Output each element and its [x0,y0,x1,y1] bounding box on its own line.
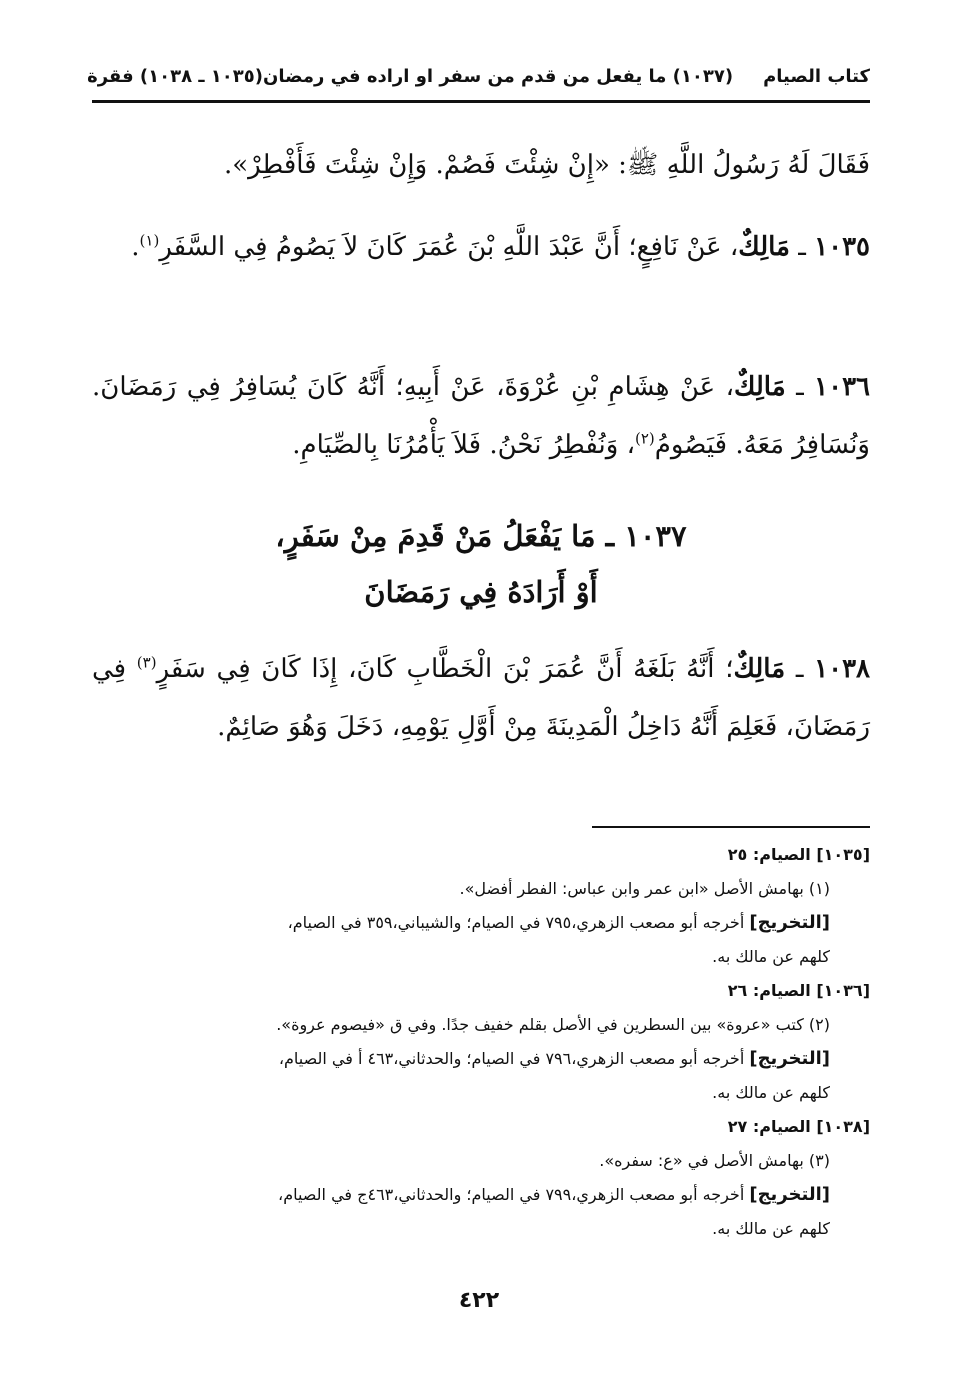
running-header [87,58,870,94]
header-paragraph-range: (١٠٣٥ ـ ١٠٣٨) فقرة [87,65,263,87]
takhrij-3: أخرجه أبو مصعب الزهري،٧٩٩ في الصيام؛ والحدثاني،٤٦٣ج في الصيام، [278,1185,745,1204]
footnote-ref-1038: [١٠٣٨] الصيام: ٢٧ [727,1117,870,1136]
takhrij-label: [التخريج] [749,912,830,933]
footnote-marker: (٣) [136,653,157,672]
footnote-ref-1035: [١٠٣٥] الصيام: ٢٥ [727,845,870,864]
takhrij-2-end: كلهم عن مالك به. [712,1083,830,1102]
hadith-text: ؛ أَنَّهُ بَلَغَهُ أَنَّ عُمَرَ بْنَ الْخَطَّابِ كَانَ، إِذَا كَانَ فِي سَفَرٍ [156,654,734,684]
narrator-name: مَالِكٌ [738,232,790,262]
footnote-marker: (٢) [634,429,655,448]
hadith-1038 [92,640,870,756]
footnote-2: (٢) كتب «عروة» بين السطرين في الأصل بقلم خفيف جدًا. وفي ق «فيصوم عروة». [276,1015,830,1034]
header-section-title: (١٠٣٧) ما يفعل من قدم من سفر او اراده في رمضان [262,65,734,87]
hadith-text: ، عَنْ نَافِعٍ؛ أَنَّ عَبْدَ اللَّهِ بْنَ عُمَرَ كَانَ لاَ يَصُومُ فِي السَّفَرِ [159,232,739,262]
hadith-number: ١٠٣٨ [814,654,871,684]
takhrij-label: [التخريج] [749,1048,830,1069]
quote-paragraph [92,136,870,194]
takhrij-label: [التخريج] [749,1184,830,1205]
footnote-separator [592,826,870,828]
hadith-text-end: . [131,232,140,262]
page-number: ٤٢٢ [458,1288,500,1313]
hadith-number: ١٠٣٦ [814,372,871,402]
footnote-1: (١) بهامش الأصل «ابن عمر وابن عباس: الفطر أفضل». [459,879,830,898]
narrator-name: مَالِكٌ [733,372,786,402]
footnote-ref-1036: [١٠٣٦] الصيام: ٢٦ [727,981,870,1000]
dash: ـ [796,372,804,402]
chapter-heading-line2: أَوْ أَرَادَهُ فِي رَمَضَانَ [364,575,598,609]
hadith-1036 [92,358,870,474]
hadith-text-end: فِي رَمَضَانَ، فَعَلِمَ أَنَّهُ دَاخِلُ الْمَدِينَةَ مِنْ أَوَّلِ يَوْمِهِ، دَخَلَ وَهُوَ صَائِمٌ. [92,654,870,742]
hadith-1035 [92,218,870,276]
hadith-number: ١٠٣٥ [814,232,870,262]
footnote-3: (٣) بهامش الأصل في «ع: سفره». [599,1151,830,1170]
chapter-heading-line1: ١٠٣٧ ـ مَا يَفْعَلُ مَنْ قَدِمَ مِنْ سَفَرٍ، [275,519,687,553]
takhrij-1: أخرجه أبو مصعب الزهري،٧٩٥ في الصيام؛ والشيباني،٣٥٩ في الصيام، [287,913,745,932]
hadith-text: ، عَنْ هِشَامِ بْنِ عُرْوَةَ، عَنْ أَبِيهِ؛ أَنَّهُ كَانَ يُسَافِرُ فِي رَمَضَانَ. وَنُسَافِرُ مَعَهُ. فَيَصُومُ [92,372,870,460]
header-book-title: كتاب الصيام [763,65,870,87]
takhrij-2: أخرجه أبو مصعب الزهري،٧٩٦ في الصيام؛ والحدثاني،٤٦٣ أ في الصيام، [278,1049,745,1068]
footnote-marker: (١) [139,231,160,250]
dash: ـ [798,232,806,262]
chapter-heading [92,508,870,620]
narrator-name: مَالِكٌ [733,654,786,684]
quote-text: فَقَالَ لَهُ رَسُولُ اللَّهِ ﷺ: «إِنْ شِئْتَ فَصُمْ. وَإِنْ شِئْتَ فَأَفْطِرْ». [223,150,870,180]
dash: ـ [795,654,804,684]
hadith-text-end: ، وَنُفْطِرُ نَحْنُ. فَلاَ يَأْمُرُنَا بِالصِّيَامِ. [292,430,635,460]
header-rule [92,100,870,103]
takhrij-1-end: كلهم عن مالك به. [712,947,830,966]
takhrij-3-end: كلهم عن مالك به. [712,1219,830,1238]
footnotes-block [92,838,870,1246]
